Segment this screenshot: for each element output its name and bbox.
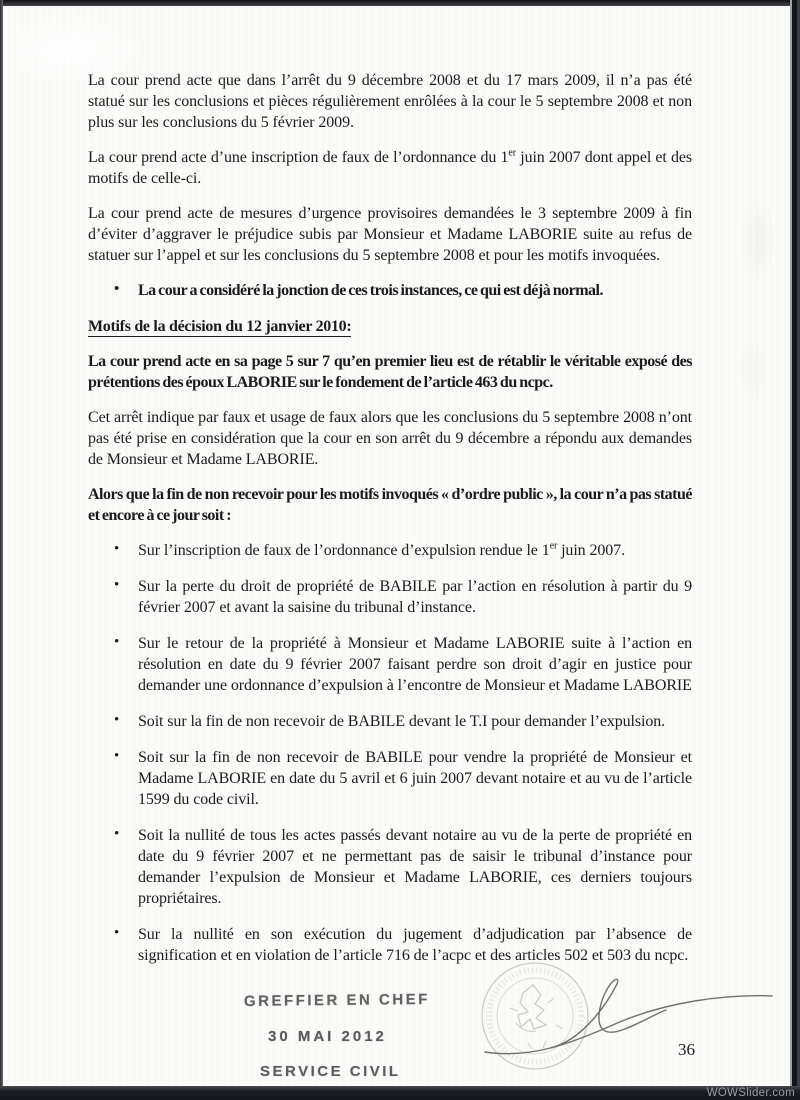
note-bullet-text: La cour a considéré la jonction de ces trois instances, ce qui est déjà normal. — [138, 282, 603, 299]
bullet-dot-icon: • — [114, 634, 120, 650]
scan-edge-right — [790, 0, 800, 1100]
bullet-dot-icon: • — [114, 826, 120, 842]
page-number: 36 — [678, 1040, 695, 1059]
bullet-item: • Sur la nullité en son exécution du jugement d’adjudication par l’absence de signification et en violation de l’article 716 de l’acpc et des articles 502 et 503 du ncpc. — [114, 925, 692, 964]
bullet-dot-icon: • — [114, 281, 119, 297]
bullet-dot-icon: • — [114, 541, 120, 557]
bullet-item: • Sur la perte du droit de propriété de BABILE par l’action en résolution à partir du 9 février 2007 et avant la saisine du tribunal d’instance. — [114, 577, 692, 616]
stamp-service-line: SERVICE CIVIL — [260, 1063, 401, 1080]
second-bold-paragraph: Alors que la fin de non recevoir pour les motifs invoqués « d’ordre public », la cour n’a pas statué et encore à ce jour soit : — [88, 486, 692, 524]
watermark-text: WOWSlider.com — [706, 1087, 795, 1099]
bullet-item: • Soit sur la fin de non recevoir de BABILE devant le T.I pour demander l’expulsion. — [114, 712, 666, 730]
note-bullet-item — [88, 280, 692, 301]
paragraph: Cet arrêt indique par faux et usage de faux alors que les conclusions du 5 septembre 2008 n’ont pas été prise en considération que la cour en son arrêt du 9 décembre a répondu aux demandes de Monsieur et Madame LABORIE. — [88, 409, 692, 468]
bullet-item: • Soit la nullité de tous les actes passés devant notaire au vu de la perte de propriété en date du 9 février 2007 et ne permettant pas de saisir le tribunal d’instance pour demander l’expulsion de Monsieur et Madame LABORIE, ces derniers toujours propriétaires. — [114, 826, 692, 907]
paragraph: La cour prend acte de mesures d’urgence provisoires demandées le 3 septembre 2009 à fin d’éviter d’aggraver le préjudice subis par Monsieur et Madame LABORIE suite au refus de statuer sur l’appel et sur les conclusions du 5 septembre 2008 et pour les motifs invoquées. — [88, 205, 692, 264]
document-body — [88, 70, 692, 981]
bullet-dot-icon: • — [114, 577, 120, 593]
scan-edge-top — [0, 0, 800, 6]
bullet-item: • Sur l’inscription de faux de l’ordonnance d’expulsion rendue le 1er juin 2007. — [114, 540, 625, 559]
scan-smudge — [728, 180, 788, 440]
watermark-bar — [0, 1086, 800, 1100]
bullet-dot-icon: • — [114, 925, 120, 941]
scan-edge-left — [0, 0, 3, 1100]
lead-bold-paragraph: La cour prend acte en sa page 5 sur 7 qu’en premier lieu est de rétablir le véritable exposé des prétentions des époux LABORIE sur le fondement de l’article 463 du ncpc. — [88, 353, 692, 391]
section-heading: Motifs de la décision du 12 janvier 2010: — [88, 318, 352, 335]
bullet-item: • Soit sur la fin de non recevoir de BABILE pour vendre la propriété de Monsieur et Madame LABORIE en date du 5 avril et 6 juin 2007 devant notaire et au vu de l’article 1599 du code civil. — [114, 748, 692, 808]
bullet-dot-icon: • — [114, 748, 120, 764]
signature — [450, 952, 790, 1077]
paragraph: La cour prend acte que dans l’arrêt du 9 décembre 2008 et du 17 mars 2009, il n’a pas été statué sur les conclusions et pièces régulièrement enrôlées à la cour le 5 septembre 2008 et non plus sur les conclusions du 5 février 2009. — [88, 72, 692, 131]
stamp-date-line: 30 MAI 2012 — [268, 1028, 387, 1045]
bullet-dot-icon: • — [114, 712, 120, 728]
stamp-greffier-line: GREFFIER EN CHEF — [243, 991, 430, 1010]
paragraph: La cour prend acte d’une inscription de faux de l’ordonnance du 1er juin 2007 dont appel et des motifs de celle-ci. — [88, 147, 692, 187]
bullet-item: • Sur le retour de la propriété à Monsieur et Madame LABORIE suite à l’action en résolution en date du 9 février 2007 faisant perdre son droit d’agir en justice pour demander une ordonnance d’expulsion à l’encontre de Monsieur et Madame LABORIE — [114, 634, 692, 694]
